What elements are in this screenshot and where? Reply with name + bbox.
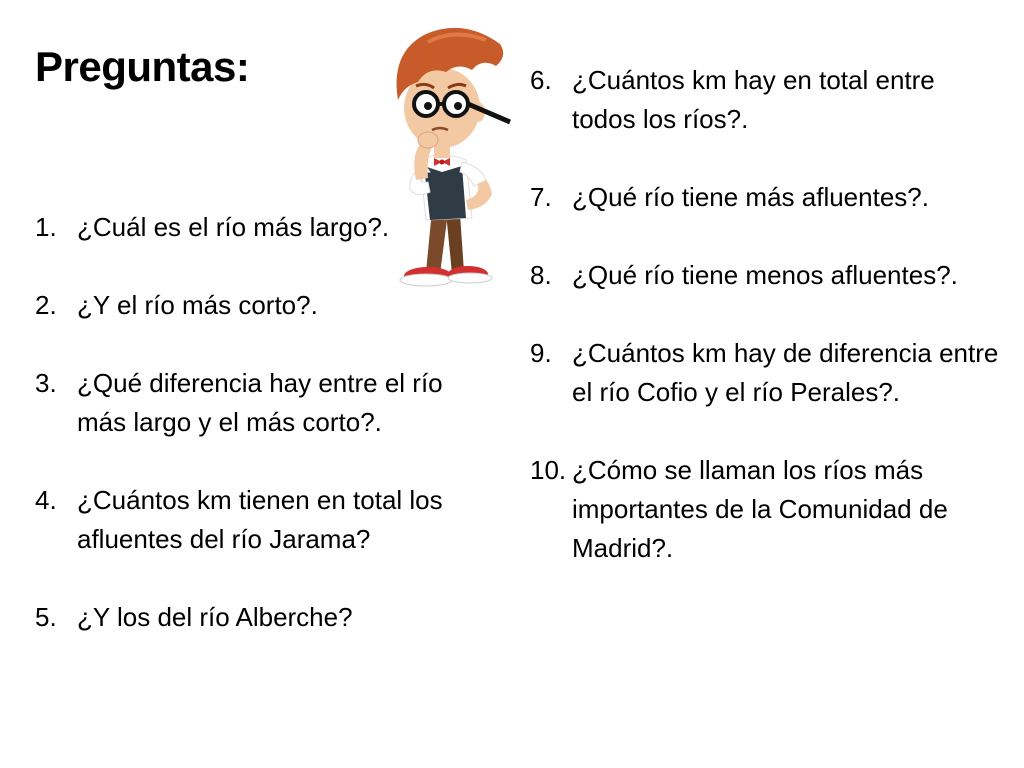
question-number: 10.	[530, 455, 567, 485]
question-text: ¿Qué diferencia hay entre el río más largo y el más corto?.	[77, 368, 443, 437]
question-item	[530, 256, 1000, 295]
thinking-nerd-boy-illustration	[368, 22, 518, 290]
question-item	[35, 598, 475, 637]
question-text: ¿Cómo se llaman los ríos más importantes de la Comunidad de Madrid?.	[572, 455, 948, 563]
question-item	[530, 178, 1000, 217]
question-number: 8.	[530, 260, 552, 290]
question-text: ¿Cuántos km tienen en total los afluentes del río Jarama?	[77, 485, 443, 554]
question-list-right	[530, 61, 1000, 568]
question-text: ¿Cuántos km hay en total entre todos los ríos?.	[572, 65, 935, 134]
question-number: 5.	[35, 602, 57, 632]
question-number: 4.	[35, 485, 57, 515]
question-number: 2.	[35, 290, 57, 320]
question-item	[530, 61, 1000, 139]
question-number: 7.	[530, 182, 552, 212]
question-text: ¿Cuántos km hay de diferencia entre el río Cofio y el río Perales?.	[572, 338, 999, 407]
question-text: ¿Y los del río Alberche?	[77, 602, 353, 632]
question-item	[35, 286, 475, 325]
question-text: ¿Qué río tiene más afluentes?.	[572, 182, 929, 212]
question-text: ¿Cuál es el río más largo?.	[77, 212, 390, 242]
question-text: ¿Qué río tiene menos afluentes?.	[572, 260, 958, 290]
slide-title: Preguntas:	[35, 43, 250, 90]
question-item	[530, 451, 1000, 568]
question-item	[35, 364, 475, 442]
question-number: 6.	[530, 65, 552, 95]
question-number: 3.	[35, 368, 57, 398]
question-text: ¿Y el río más corto?.	[77, 290, 318, 320]
question-item	[530, 334, 1000, 412]
question-number: 1.	[35, 212, 57, 242]
question-item	[35, 481, 475, 559]
question-number: 9.	[530, 338, 552, 368]
